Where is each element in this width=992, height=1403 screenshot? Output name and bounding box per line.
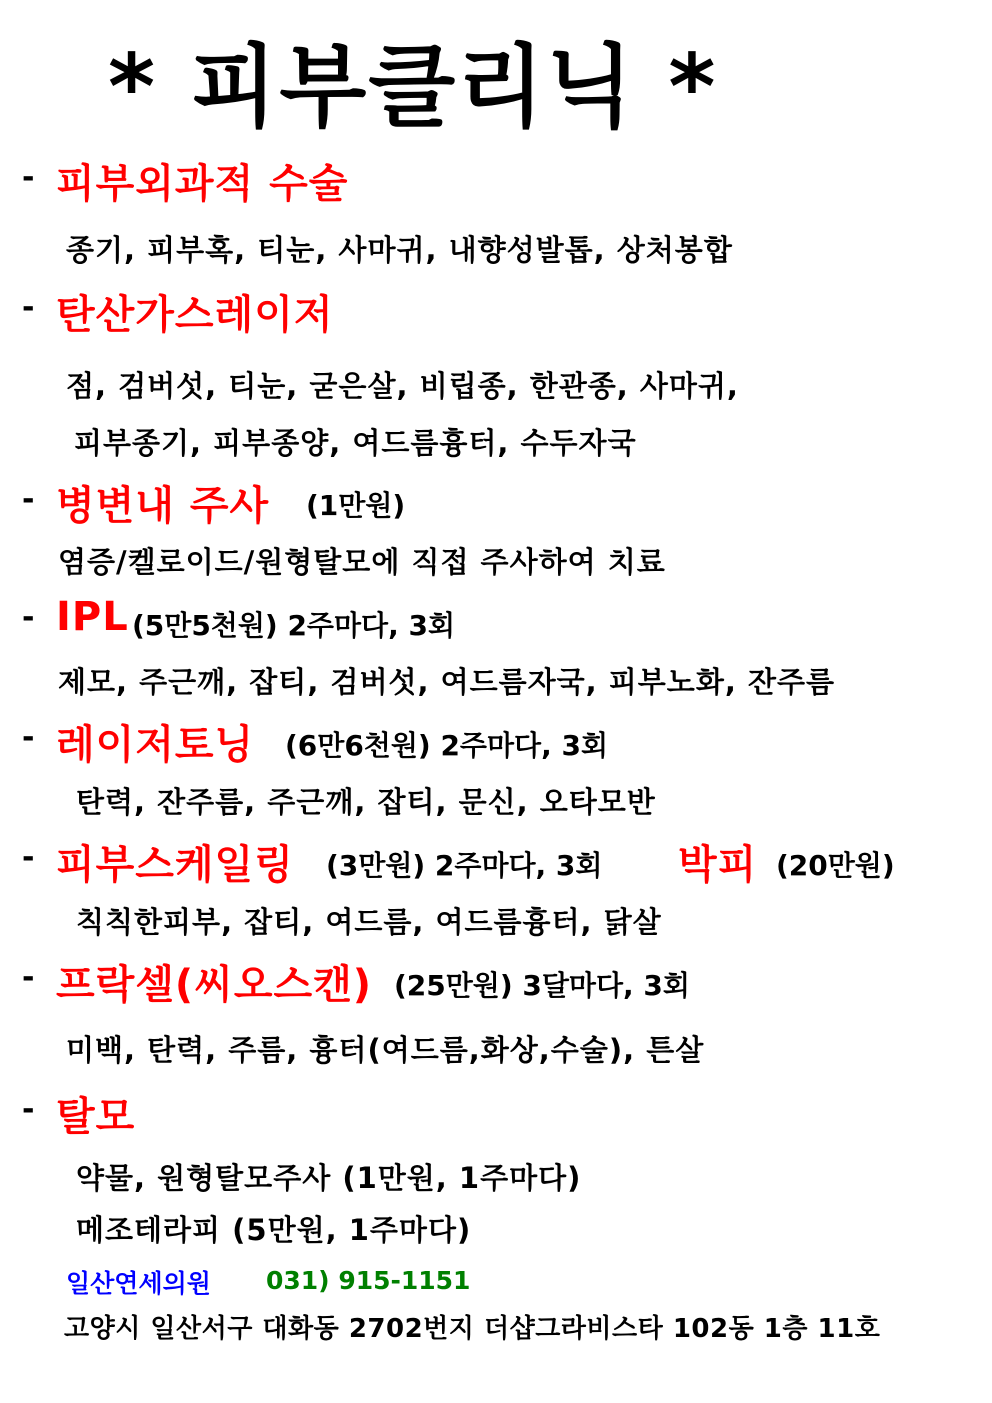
section-price-laser-toning: (6만6천원) 2주마다, 3회	[285, 729, 608, 762]
bullet-dash: -	[22, 840, 35, 875]
bullet-dash: -	[22, 290, 35, 325]
section-desc-scaling: 칙칙한피부, 잡티, 여드름, 여드름흉터, 닭살	[76, 905, 662, 939]
section-heading-scaling: 피부스케일링	[56, 842, 294, 888]
section-desc-surgery: 종기, 피부혹, 티눈, 사마귀, 내향성발톱, 상처봉합	[66, 233, 733, 267]
section-heading-co2-laser: 탄산가스레이저	[56, 292, 334, 338]
section-desc-injection: 염증/켈로이드/원형탈모에 직접 주사하여 치료	[58, 545, 666, 579]
bullet-dash: -	[22, 160, 35, 195]
section-price-fraxel: (25만원) 3달마다, 3회	[394, 969, 690, 1002]
bullet-dash: -	[22, 600, 35, 635]
bullet-dash: -	[22, 1092, 35, 1127]
section-heading-ipl: IPL	[56, 594, 129, 640]
section-desc-fraxel: 미백, 탄력, 주름, 흉터(여드름,화상,수술), 튼살	[66, 1033, 705, 1067]
page-title: * 피부클리닉 *	[108, 35, 718, 140]
section-desc-hair-loss-1: 약물, 원형탈모주사 (1만원, 1주마다)	[76, 1161, 582, 1195]
section-heading-laser-toning: 레이저토닝	[56, 722, 255, 768]
section-price-ipl: (5만5천원) 2주마다, 3회	[132, 609, 455, 642]
bullet-dash: -	[22, 960, 35, 995]
clinic-name: 일산연세의원	[66, 1269, 211, 1298]
section-heading-hair-loss: 탈모	[56, 1094, 136, 1140]
bullet-dash: -	[22, 482, 35, 517]
section-price-scaling: (3만원) 2주마다, 3회	[326, 849, 603, 882]
section-heading-peeling: 박피	[678, 842, 758, 888]
section-heading-surgery: 피부외과적 수술	[56, 161, 349, 207]
section-heading-fraxel: 프락셀(씨오스캔)	[56, 962, 373, 1008]
section-desc-co2-laser-1: 점, 검버섯, 티눈, 굳은살, 비립종, 한관종, 사마귀,	[66, 369, 739, 403]
clinic-address: 고양시 일산서구 대화동 2702번지 더샵그라비스타 102동 1층 11호	[64, 1314, 881, 1344]
section-price-peeling: (20만원)	[776, 849, 895, 882]
section-desc-hair-loss-2: 메조테라피 (5만원, 1주마다)	[76, 1213, 472, 1247]
section-heading-injection: 병변내 주사	[56, 483, 270, 529]
section-desc-laser-toning: 탄력, 잔주름, 주근깨, 잡티, 문신, 오타모반	[76, 785, 656, 819]
section-desc-ipl: 제모, 주근깨, 잡티, 검버섯, 여드름자국, 피부노화, 잔주름	[58, 665, 835, 699]
clinic-phone: 031) 915-1151	[266, 1266, 471, 1295]
section-price-injection: (1만원)	[306, 489, 406, 522]
bullet-dash: -	[22, 720, 35, 755]
section-desc-co2-laser-2: 피부종기, 피부종양, 여드름흉터, 수두자국	[74, 426, 637, 460]
